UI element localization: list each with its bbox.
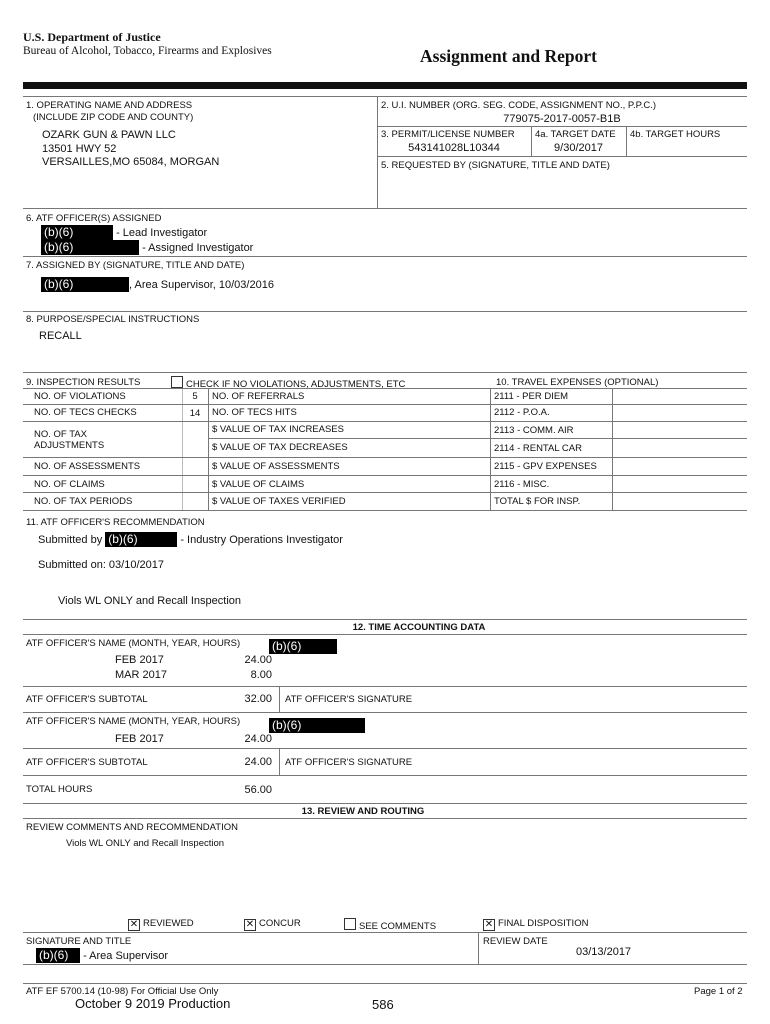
submitted-by-label: Submitted by: [38, 534, 103, 546]
reviewer-signature: [36, 948, 168, 963]
target-date-label: 4a. TARGET DATE: [535, 129, 616, 140]
inspection-results-label: 9. INSPECTION RESULTS: [26, 377, 141, 388]
o1-month-2: MAR 2017: [115, 669, 167, 681]
o1-hours-1: 24.00: [244, 654, 272, 666]
officer-1-redacted: [269, 637, 337, 655]
purpose-value: RECALL: [39, 330, 82, 342]
o1-subtotal-label: ATF OFFICER'S SUBTOTAL: [26, 694, 148, 705]
value-assessments-label: $ VALUE OF ASSESSMENTS: [212, 461, 340, 472]
no-violations-checkbox-label: CHECK IF NO VIOLATIONS, ADJUSTMENTS, ETC: [186, 379, 406, 390]
submitted-by: [38, 532, 343, 547]
travel-misc: 2116 - MISC.: [494, 479, 550, 490]
target-hours-label: 4b. TARGET HOURS: [630, 129, 721, 140]
assessments-label: NO. OF ASSESSMENTS: [34, 461, 141, 472]
review-date: 03/13/2017: [576, 946, 632, 958]
page-number: Page 1 of 2: [694, 986, 743, 997]
o2-hours-1: 24.00: [244, 733, 272, 745]
tecs-checks-label: NO. OF TECS CHECKS: [34, 407, 137, 418]
requested-by-label: 5. REQUESTED BY (SIGNATURE, TITLE AND DATE): [381, 160, 610, 171]
officer-2: [41, 240, 253, 255]
redaction-box: (b)(6): [41, 240, 139, 255]
violations-label: NO. OF VIOLATIONS: [34, 391, 126, 402]
assigned-by: [41, 277, 274, 292]
redaction-box: (b)(6): [41, 225, 113, 240]
purpose-label: 8. PURPOSE/SPECIAL INSTRUCTIONS: [26, 314, 200, 325]
o2-subtotal: 24.00: [244, 756, 272, 768]
o2-month-1: FEB 2017: [115, 733, 164, 745]
operating-name-sublabel: (INCLUDE ZIP CODE AND COUNTY): [33, 112, 194, 123]
ui-number: 779075-2017-0057-B1B: [503, 113, 621, 125]
see-comments-label: SEE COMMENTS: [359, 921, 437, 932]
tax-adjustments-label-2: ADJUSTMENTS: [34, 440, 105, 451]
officer-1-role: - Lead Investigator: [116, 227, 208, 239]
total-hours: 56.00: [244, 784, 272, 796]
recommendation-note: Viols WL ONLY and Recall Inspection: [58, 595, 242, 607]
production-stamp: October 9 2019 Production: [75, 996, 231, 1011]
permit-label: 3. PERMIT/LICENSE NUMBER: [381, 129, 515, 140]
time-accounting-header: 12. TIME ACCOUNTING DATA: [352, 622, 486, 633]
travel-total: TOTAL $ FOR INSP.: [494, 496, 581, 507]
final-disposition-option[interactable]: [483, 918, 588, 931]
bureau-name: Bureau of Alcohol, Tobacco, Firearms and Explosives: [23, 45, 272, 57]
reviewed-option[interactable]: [128, 918, 194, 931]
see-comments-checkbox[interactable]: [344, 918, 356, 930]
travel-comm-air: 2113 - COMM. AIR: [494, 425, 574, 436]
reviewed-checkbox[interactable]: ✕: [129, 919, 139, 930]
form-number: ATF EF 5700.14 (10-98) For Official Use Only: [26, 986, 219, 997]
review-comments: Viols WL ONLY and Recall Inspection: [66, 838, 225, 849]
officer-name-label-2: ATF OFFICER'S NAME (MONTH, YEAR, HOURS): [26, 716, 241, 727]
officer-name-label-1: ATF OFFICER'S NAME (MONTH, YEAR, HOURS): [26, 638, 241, 649]
tax-decreases-label: $ VALUE OF TAX DECREASES: [212, 442, 348, 453]
operating-street: 13501 HWY 52: [42, 143, 117, 155]
travel-rental-car: 2114 - RENTAL CAR: [494, 443, 582, 454]
recommendation-label: 11. ATF OFFICER'S RECOMMENDATION: [26, 517, 205, 528]
tecs-checks-value: 14: [189, 408, 201, 419]
submitted-on: Submitted on: 03/10/2017: [38, 559, 164, 571]
value-taxes-label: $ VALUE OF TAXES VERIFIED: [212, 496, 346, 507]
redaction-box: (b)(6): [36, 948, 80, 963]
header-bar: [23, 82, 747, 89]
redaction-box: (b)(6): [269, 718, 365, 733]
review-routing-header: 13. REVIEW AND ROUTING: [301, 806, 425, 817]
tax-adjustments-label-1: NO. OF TAX: [34, 429, 87, 440]
signature-title-label: SIGNATURE AND TITLE: [26, 936, 132, 947]
o2-signature-label: ATF OFFICER'S SIGNATURE: [285, 757, 413, 768]
operating-name-label: 1. OPERATING NAME AND ADDRESS: [26, 100, 193, 111]
o1-signature-label: ATF OFFICER'S SIGNATURE: [285, 694, 413, 705]
travel-expenses-label: 10. TRAVEL EXPENSES (OPTIONAL): [496, 377, 659, 388]
officers-assigned-label: 6. ATF OFFICER(S) ASSIGNED: [26, 213, 162, 224]
violations-value: 5: [192, 391, 198, 402]
tax-periods-label: NO. OF TAX PERIODS: [34, 496, 133, 507]
no-violations-checkbox[interactable]: [171, 376, 183, 388]
travel-per-diem: 2111 - PER DIEM: [494, 391, 569, 402]
travel-gpv: 2115 - GPV EXPENSES: [494, 461, 597, 472]
concur-label: CONCUR: [259, 918, 301, 929]
total-hours-label: TOTAL HOURS: [26, 784, 93, 795]
officer-2-role: - Assigned Investigator: [142, 242, 254, 254]
concur-option[interactable]: [244, 918, 301, 931]
value-claims-label: $ VALUE OF CLAIMS: [212, 479, 305, 490]
tecs-hits-label: NO. OF TECS HITS: [212, 407, 297, 418]
reviewer-role: - Area Supervisor: [83, 950, 169, 962]
review-comments-label: REVIEW COMMENTS AND RECOMMENDATION: [26, 822, 238, 833]
assigned-by-label: 7. ASSIGNED BY (SIGNATURE, TITLE AND DATE): [26, 260, 245, 271]
redaction-box: (b)(6): [105, 532, 177, 547]
review-date-label: REVIEW DATE: [483, 936, 548, 947]
operating-city: VERSAILLES,MO 65084, MORGAN: [42, 156, 220, 168]
final-disposition-label: FINAL DISPOSITION: [498, 918, 589, 929]
permit-number: 543141028L10344: [408, 142, 500, 154]
assigned-by-text: , Area Supervisor, 10/03/2016: [129, 279, 274, 291]
reviewed-label: REVIEWED: [143, 918, 194, 929]
officer-2-redacted: [269, 716, 365, 734]
officer-1: [41, 225, 207, 240]
o1-hours-2: 8.00: [250, 669, 272, 681]
o1-month-1: FEB 2017: [115, 654, 164, 666]
redaction-box: (b)(6): [269, 639, 337, 654]
redaction-box: (b)(6): [41, 277, 129, 292]
concur-checkbox[interactable]: ✕: [245, 919, 255, 930]
claims-label: NO. OF CLAIMS: [34, 479, 105, 490]
submitted-by-role: - Industry Operations Investigator: [180, 534, 343, 546]
bates-number: 586: [372, 997, 394, 1012]
department-name: U.S. Department of Justice: [23, 30, 161, 44]
ui-number-label: 2. U.I. NUMBER (ORG. SEG. CODE, ASSIGNMENT NO., P.P.C.): [381, 100, 657, 111]
see-comments-option[interactable]: [344, 918, 436, 932]
o2-subtotal-label: ATF OFFICER'S SUBTOTAL: [26, 757, 148, 768]
form-title: Assignment and Report: [420, 46, 597, 66]
final-disposition-checkbox[interactable]: ✕: [484, 919, 494, 930]
o1-subtotal: 32.00: [244, 693, 272, 705]
travel-poa: 2112 - P.O.A.: [494, 407, 550, 418]
target-date: 9/30/2017: [554, 142, 603, 154]
tax-increases-label: $ VALUE OF TAX INCREASES: [212, 424, 344, 435]
referrals-label: NO. OF REFERRALS: [212, 391, 305, 402]
operating-name: OZARK GUN & PAWN LLC: [42, 129, 176, 141]
